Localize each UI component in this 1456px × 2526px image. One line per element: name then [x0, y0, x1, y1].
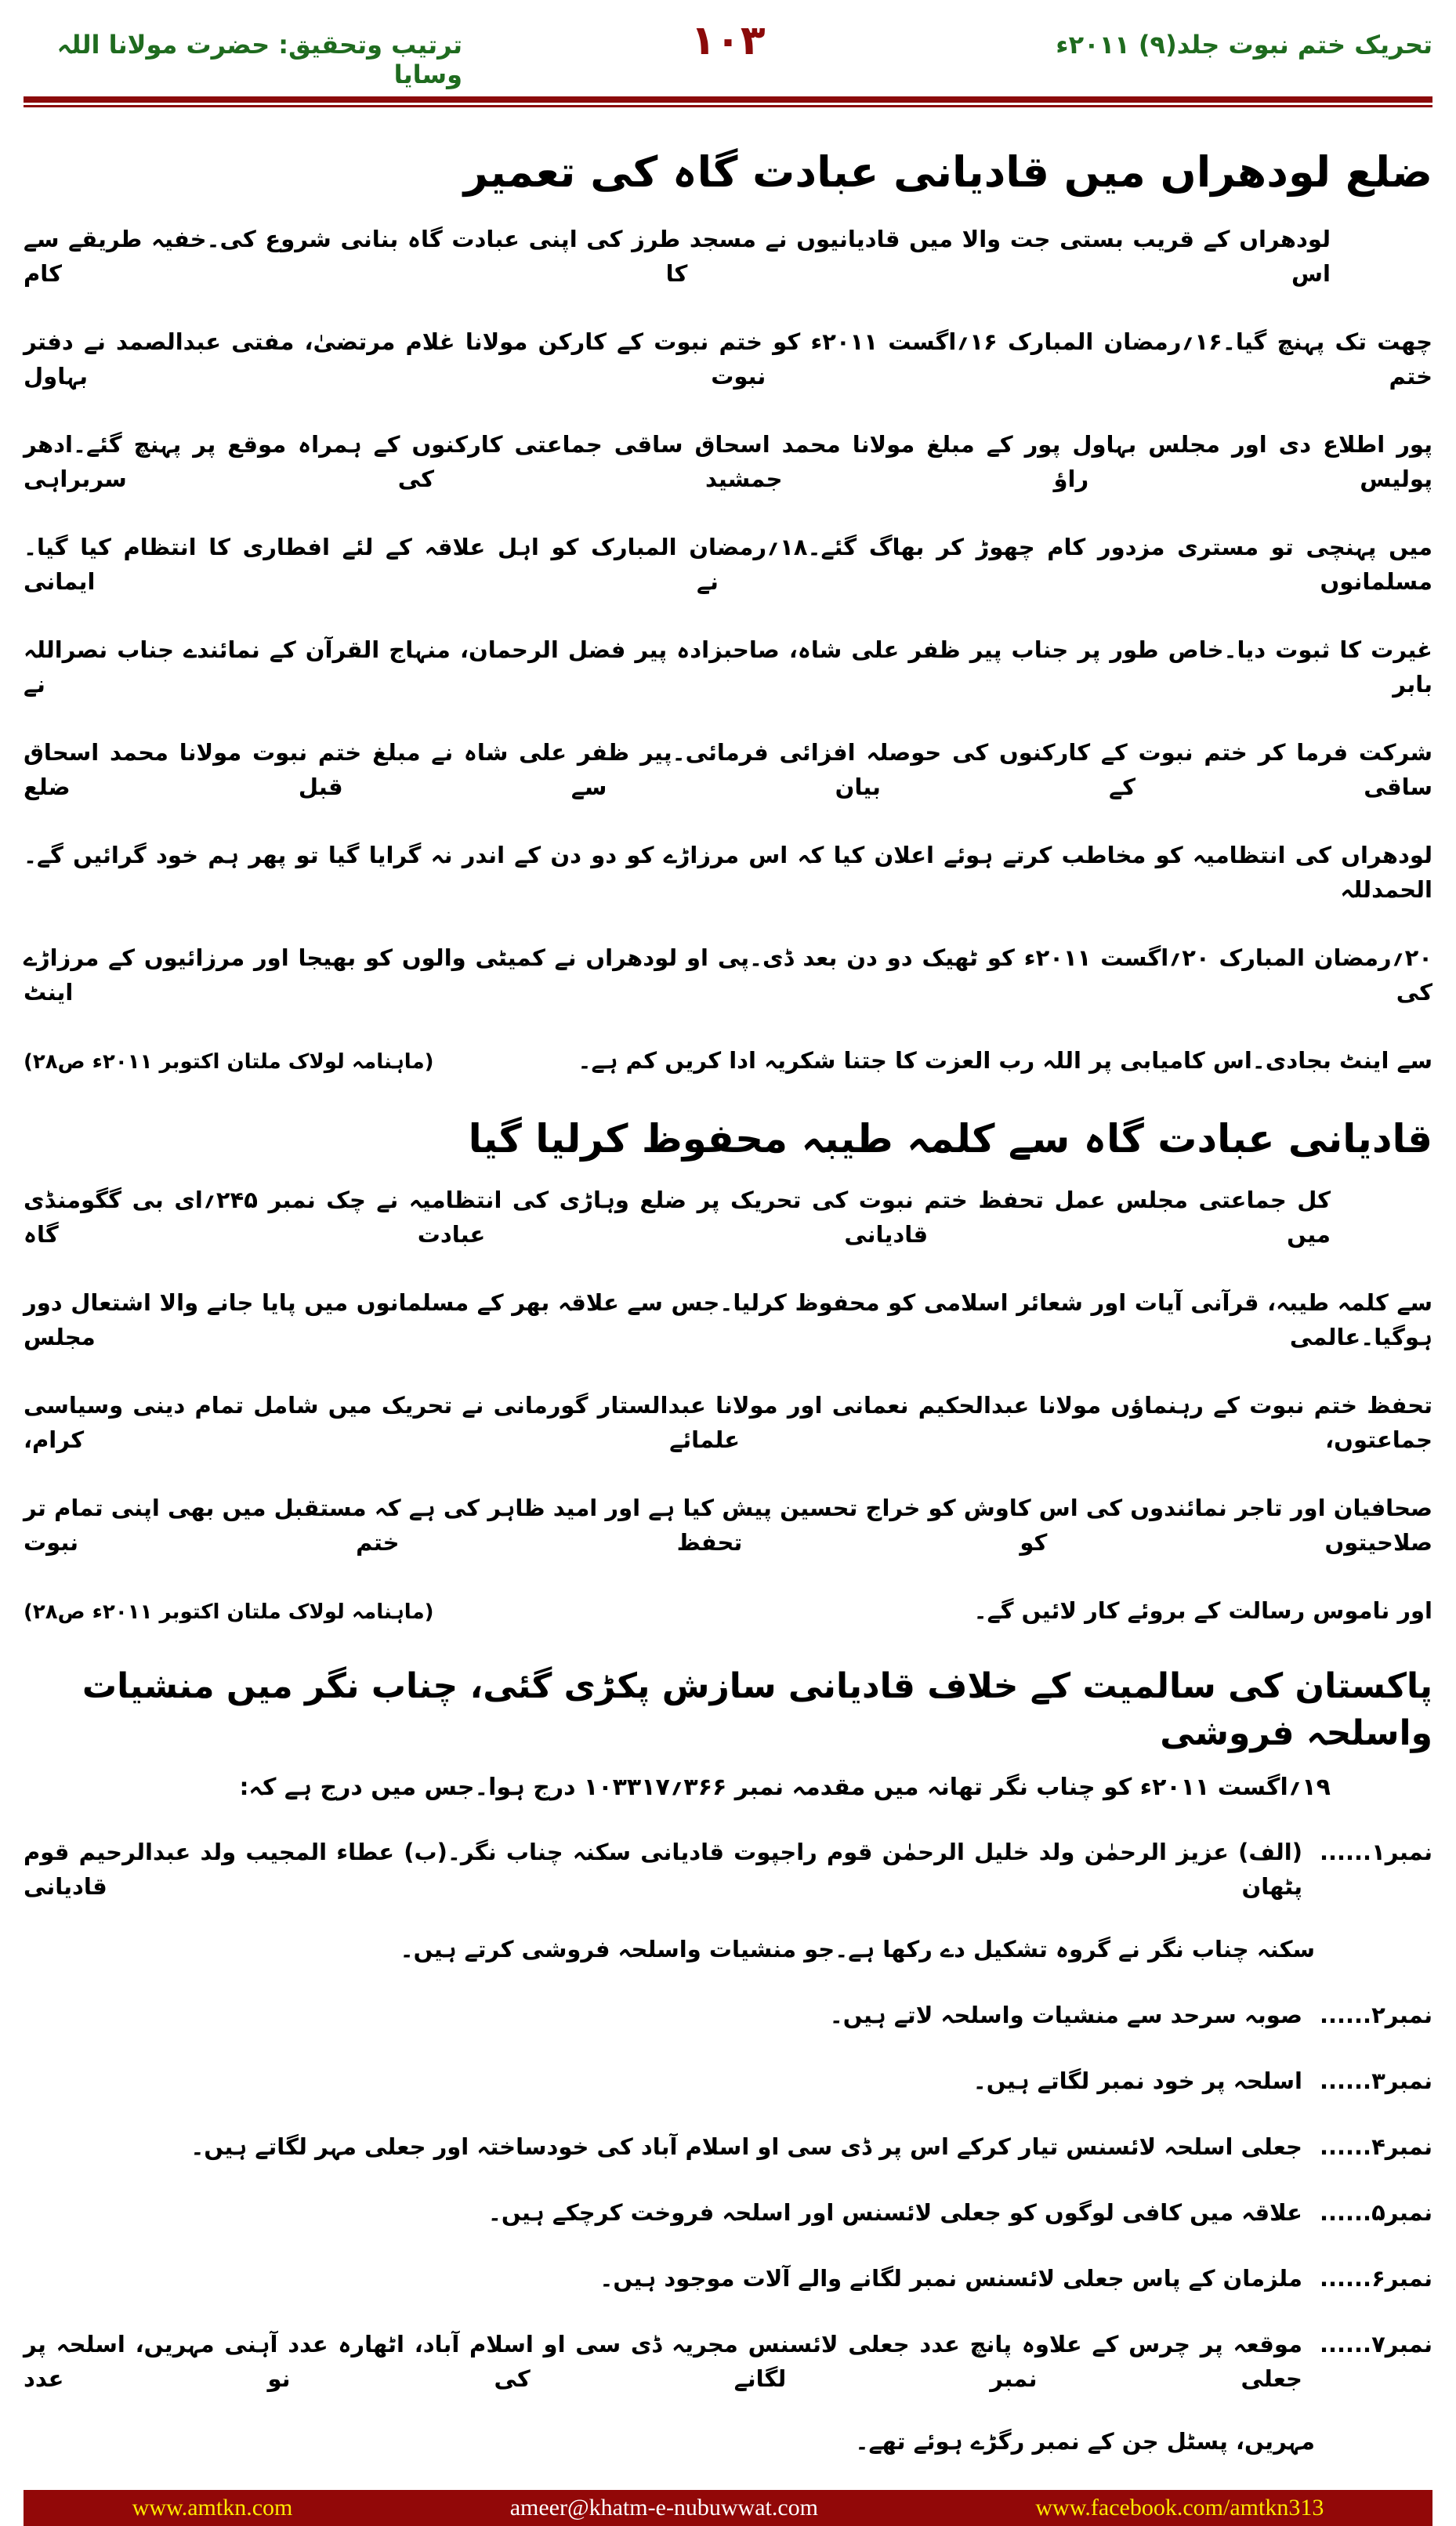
item-number-label: نمبر۶......: [1319, 2265, 1432, 2292]
page-body: [24, 144, 1432, 2459]
section1-line: غیرت کا ثبوت دیا۔خاص طور پر جناب پیر ظفر علی شاہ، صاحبزادہ پیر فضل الرحمان، منہاج القرآن کے نمائندے جناب نصراللہ بابر نے: [24, 636, 1432, 698]
item-number-label: نمبر۳......: [1319, 2068, 1432, 2095]
list-item: [24, 2195, 1432, 2230]
page-number: ۱۰۳: [690, 17, 766, 64]
section3-intro: ۱۹؍اگست ۲۰۱۱ء کو چناب نگر تھانہ میں مقدمہ نمبر ۳۶۶؍۱۰۳۳۱۷ درج ہوا۔جس میں درج ہے کہ:: [239, 1774, 1331, 1802]
section1-line: ۲۰؍رمضان المبارک ۲۰؍اگست ۲۰۱۱ء کو ٹھیک دو دن بعد ڈی۔پی او لودھراں نے کمیٹی والوں کو بھیجا اور مرزائیوں کے مرزاڑے کی اینٹ: [24, 944, 1432, 1006]
list-item: [24, 2129, 1432, 2164]
item-text: جعلی اسلحہ لائسنس تیار کرکے اس پر ڈی سی او اسلام آباد کی خودساختہ اور جعلی مہر لگاتے ہیں۔: [190, 2133, 1302, 2161]
footer-website-link[interactable]: www.amtkn.com: [132, 2495, 293, 2521]
item-continuation: سکنہ چناب نگر نے گروہ تشکیل دے رکھا ہے۔جو منشیات واسلحہ فروشی کرتے ہیں۔: [400, 1936, 1315, 1963]
item-text: ملزمان کے پاس جعلی لائسنس نمبر لگانے والے آلات موجود ہیں۔: [599, 2265, 1302, 2292]
compiler-header: ترتیب وتحقیق: حضرت مولانا اللہ وسایا: [56, 30, 462, 89]
section2-line: تحفظ ختم نبوت کے رہنماؤں مولانا عبدالحکیم نعمانی اور مولانا عبدالستار گورمانی نے تحریک میں شامل تمام دینی وسیاسی جماعتوں، علمائے کرام،: [24, 1392, 1432, 1454]
section1-line: پور اطلاع دی اور مجلس بہاول پور کے مبلغ مولانا محمد اسحاق ساقی جماعتی کارکنوں کے ہمراہ موقع پر پہنچ گئے۔ادھر پولیس راؤ جمشید کی سربراہی: [24, 430, 1432, 492]
book-title-header: تحریک ختم نبوت جلد(۹) ۲۰۱۱ء: [1056, 30, 1432, 60]
item-text: (الف) عزیز الرحمٰن ولد خلیل الرحمٰن قوم راجپوت قادیانی سکنہ چناب نگر۔(ب) عطاء المجیب ولد عبدالرحیم قوم پٹھان قادیانی: [24, 1839, 1302, 1901]
list-item: [24, 2261, 1432, 2296]
item-number-label: نمبر۵......: [1319, 2199, 1432, 2227]
footer-email-link[interactable]: ameer@khatm-e-nubuwwat.com: [509, 2495, 819, 2521]
section1-line: لودھراں کے قریب بستی جت والا میں قادیانیوں نے مسجد طرز کی اپنی عبادت گاہ بنانی شروع کی۔خفیہ طریقے سے اس کا کام: [24, 225, 1331, 287]
section1-last-line-row: [24, 1043, 1432, 1079]
section1-body: [24, 222, 1432, 1079]
list-item: [24, 1998, 1432, 2032]
section1-title: ضلع لودھراں میں قادیانی عبادت گاہ کی تعمیر: [463, 147, 1432, 197]
item-text: علاقہ میں کافی لوگوں کو جعلی لائسنس اور اسلحہ فروخت کرچکے ہیں۔: [487, 2199, 1302, 2227]
header-rule-thin: [24, 105, 1432, 107]
section3-list: [24, 1835, 1432, 2459]
item-text: موقعہ پر چرس کے علاوہ پانچ عدد جعلی لائسنس مجریہ ڈی سی او اسلام آباد، اٹھارہ عدد آہنی مہریں، اسلحہ پر جعلی نمبر لگانے کی نو عدد: [24, 2331, 1302, 2393]
section2-citation: (ماہنامہ لولاک ملتان اکتوبر ۲۰۱۱ء ص۲۸): [24, 1600, 434, 1625]
item-number-label: نمبر۴......: [1319, 2133, 1432, 2161]
section3-title: پاکستان کی سالمیت کے خلاف قادیانی سازش پکڑی گئی، چناب نگر میں منشیات واسلحہ فروشی: [81, 1666, 1432, 1753]
item-number-label: نمبر۲......: [1319, 2002, 1432, 2029]
section1-line: میں پہنچی تو مستری مزدور کام چھوڑ کر بھاگ گئے۔۱۸؍رمضان المبارک کو اہل علاقہ کے لئے افطاری کا انتظام کیا گیا۔مسلمانوں نے ایمانی: [24, 533, 1432, 595]
section1-citation: (ماہنامہ لولاک ملتان اکتوبر ۲۰۱۱ء ص۲۸): [24, 1049, 434, 1074]
list-item: [24, 2064, 1432, 2098]
footer-facebook-link[interactable]: www.facebook.com/amtkn313: [1035, 2495, 1324, 2521]
list-item: [24, 1835, 1432, 1904]
page-header: [0, 0, 1456, 110]
section2-line: کل جماعتی مجلس عمل تحفظ ختم نبوت کی تحریک پر ضلع وہاڑی کی انتظامیہ نے چک نمبر ۲۴۵؍ای بی گگومنڈی میں قادیانی عبادت گاہ: [24, 1187, 1331, 1249]
item-text: صوبہ سرحد سے منشیات واسلحہ لاتے ہیں۔: [829, 2002, 1302, 2029]
section1-line: سے اینٹ بجادی۔اس کامیابی پر اللہ رب العزت کا جتنا شکریہ ادا کریں کم ہے۔: [578, 1046, 1432, 1074]
section2-line: سے کلمہ طیبہ، قرآنی آیات اور شعائر اسلامی کو محفوظ کرلیا۔جس سے علاقہ بھر کے مسلمانوں میں پایا جانے والا اشتعال دور ہوگیا۔عالمی مجلس: [24, 1289, 1432, 1351]
footer-bar: [24, 2490, 1432, 2526]
item-continuation: مہریں، پسٹل جن کے نمبر رگڑے ہوئے تھے۔: [855, 2428, 1315, 2455]
section1-line: شرکت فرما کر ختم نبوت کے کارکنوں کی حوصلہ افزائی فرمائی۔پیر ظفر علی شاہ نے مبلغ ختم نبوت مولانا محمد اسحاق ساقی کے بیان سے قبل ضلع: [24, 738, 1432, 800]
section2-line: صحافیان اور تاجر نمائندوں کی اس کاوش کو خراج تحسین پیش کیا ہے اور امید ظاہر کی ہے کہ مستقبل میں بھی اپنی تمام تر صلاحیتوں کو تحفظ ختم نبوت: [24, 1495, 1432, 1557]
header-rule-thick: [24, 96, 1432, 103]
item-number-label: نمبر۱......: [1319, 1839, 1432, 1866]
section2-last-line-row: [24, 1593, 1432, 1629]
section2-title: قادیانی عبادت گاہ سے کلمہ طیبہ محفوظ کرلیا گیا: [468, 1115, 1432, 1162]
list-item: [24, 2327, 1432, 2396]
section1-line: لودھراں کی انتظامیہ کو مخاطب کرتے ہوئے اعلان کیا کہ اس مرزاڑے کو دو دن کے اندر نہ گرایا گیا تو پھر ہم خود گرائیں گے۔الحمدللہ: [24, 841, 1432, 903]
section2-body: [24, 1183, 1432, 1629]
item-text: اسلحہ پر خود نمبر لگاتے ہیں۔: [972, 2068, 1302, 2095]
item-number-label: نمبر۷......: [1319, 2331, 1432, 2358]
section2-line: اور ناموس رسالت کے بروئے کار لائیں گے۔: [973, 1597, 1432, 1625]
section1-line: چھت تک پہنچ گیا۔۱۶؍رمضان المبارک ۱۶؍اگست ۲۰۱۱ء کو ختم نبوت کے کارکن مولانا غلام مرتضیٰ، مفتی عبدالصمد نے دفتر ختم نبوت بہاول: [24, 328, 1432, 390]
